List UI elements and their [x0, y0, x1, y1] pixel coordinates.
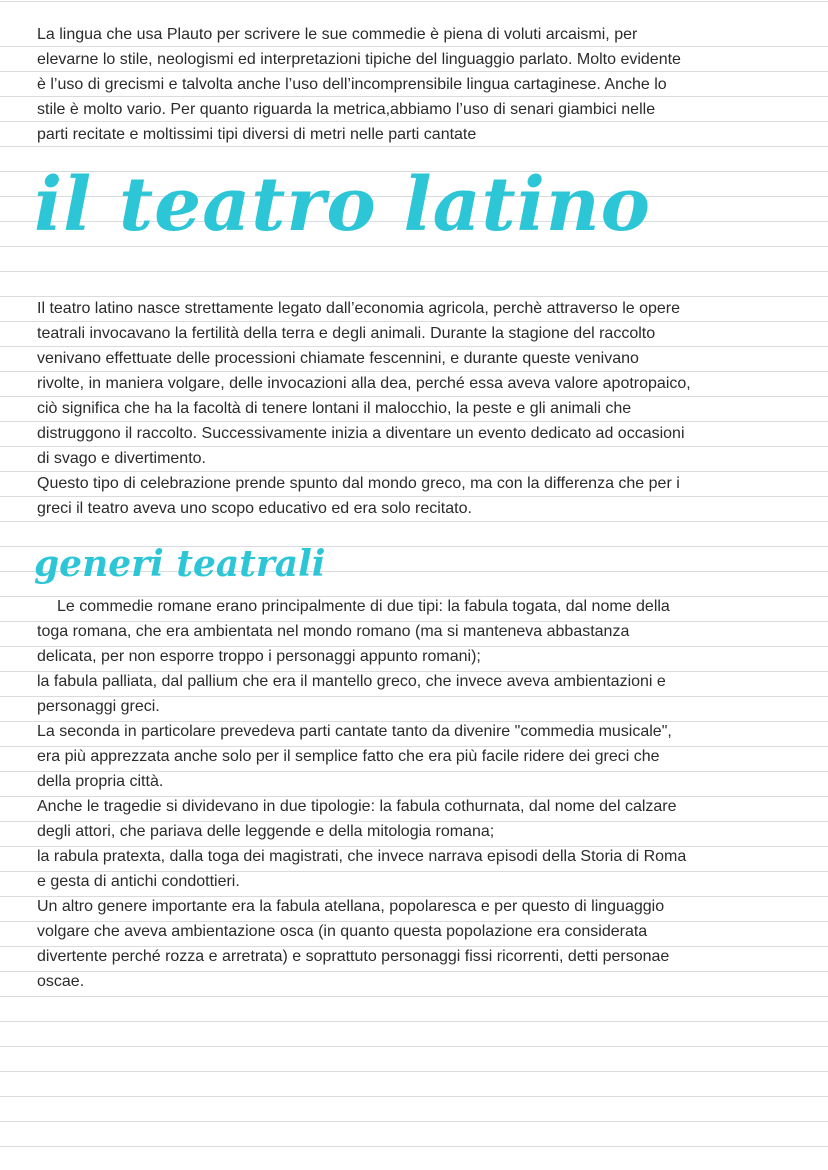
text-line: la fabula palliata, dal pallium che era il mantello greco, che invece aveva ambientazioni e [37, 673, 666, 690]
text-line: degli attori, che pariava delle leggende e della mitologia romana; [37, 823, 495, 840]
text-line: elevarne lo stile, neologismi ed interpretazioni tipiche del linguaggio parlato. Molto evidente [37, 51, 681, 68]
text-line: Le commedie romane erano principalmente di due tipi: la fabula togata, dal nome della [57, 598, 670, 615]
text-line: della propria città. [37, 773, 164, 790]
heading-teatro-latino: il teatro latino [34, 162, 651, 248]
text-line: La seconda in particolare prevedeva parti cantate tanto da divenire "commedia musicale", [37, 723, 672, 740]
intro-paragraph [37, 22, 797, 147]
text-line: stile è molto vario. Per quanto riguarda la metrica,abbiamo l’uso di senari giambici nelle [37, 101, 656, 118]
text-line: personaggi greci. [37, 698, 160, 715]
text-line: Questo tipo di celebrazione prende spunto dal mondo greco, ma con la differenza che per i [37, 475, 680, 492]
text-line: parti recitate e moltissimi tipi diversi di metri nelle parti cantate [37, 126, 477, 143]
text-line: toga romana, che era ambientata nel mondo romano (ma si manteneva abbastanza [37, 623, 630, 640]
text-line: venivano effettuate delle processioni chiamate fescennini, e durante queste venivano [37, 350, 639, 367]
text-line: La lingua che usa Plauto per scrivere le sue commedie è piena di voluti arcaismi, per [37, 26, 638, 43]
text-line: Un altro genere importante era la fabula atellana, popolaresca e per questo di linguaggio [37, 898, 665, 915]
text-line: divertente perché rozza e arretrata) e soprattuto personaggi fissi ricorrenti, detti personae [37, 948, 670, 965]
text-line: teatrali invocavano la fertilità della terra e degli animali. Durante la stagione del raccolto [37, 325, 656, 342]
text-line: era più apprezzata anche solo per il semplice fatto che era più facile ridere dei greci che [37, 748, 660, 765]
heading-generi-teatrali: generi teatrali [34, 543, 326, 585]
generi-paragraph [37, 594, 797, 994]
text-line: e gesta di antichi condottieri. [37, 873, 240, 890]
text-line: ciò significa che ha la facoltà di tenere lontani il malocchio, la peste e gli animali che [37, 400, 632, 417]
text-line: volgare che aveva ambientazione osca (in quanto questa popolazione era considerata [37, 923, 648, 940]
text-line: Anche le tragedie si dividevano in due tipologie: la fabula cothurnata, dal nome del calzare [37, 798, 677, 815]
text-line: Il teatro latino nasce strettamente legato dall’economia agricola, perchè attraverso le opere [37, 300, 681, 317]
text-line: di svago e divertimento. [37, 450, 206, 467]
text-line: oscae. [37, 973, 85, 990]
text-line: greci il teatro aveva uno scopo educativo ed era solo recitato. [37, 500, 472, 517]
text-line: rivolte, in maniera volgare, delle invocazioni alla dea, perché essa aveva valore apotropaico, [37, 375, 691, 392]
text-line: è l’uso di grecismi e talvolta anche l’uso dell’incomprensibile lingua cartaginese. Anche lo [37, 76, 667, 93]
text-line: la rabula pratexta, dalla toga dei magistrati, che invece narrava episodi della Storia di Roma [37, 848, 687, 865]
text-line: delicata, per non esporre troppo i personaggi appunto romani); [37, 648, 481, 665]
text-line: distruggono il raccolto. Successivamente inizia a diventare un evento dedicato ad occasioni [37, 425, 685, 442]
teatro-paragraph [37, 296, 797, 521]
